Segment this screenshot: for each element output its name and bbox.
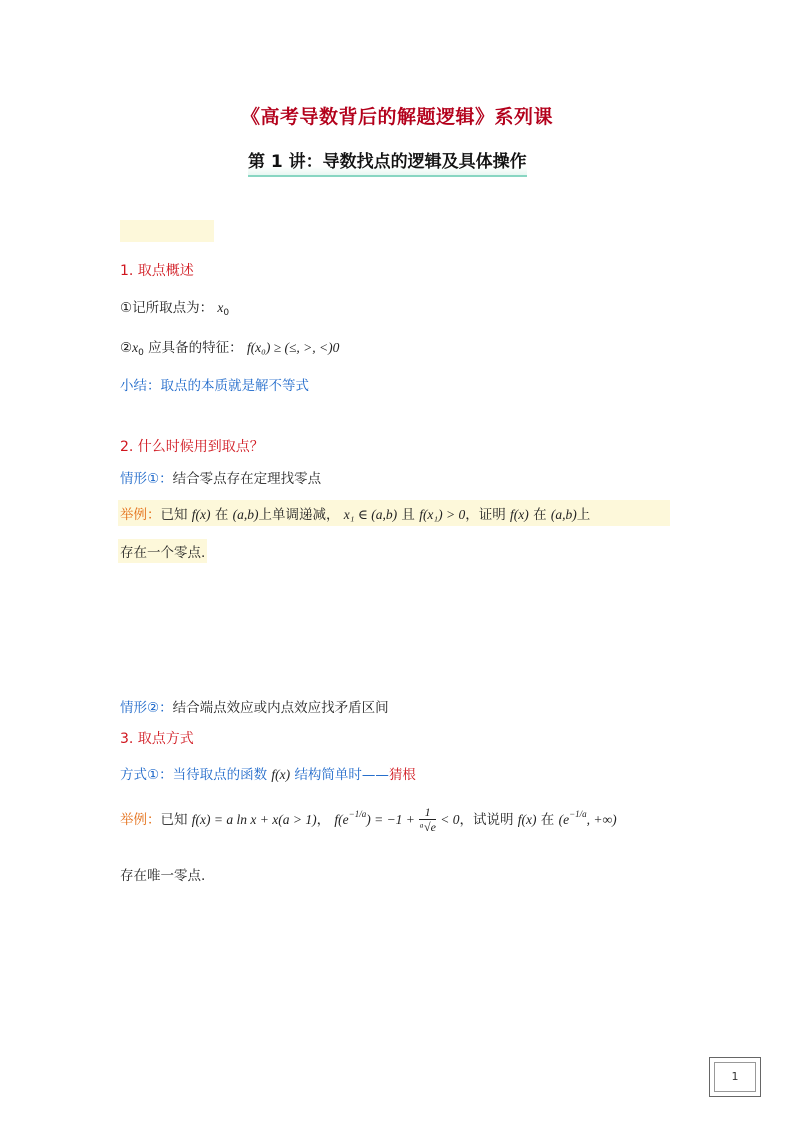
section3-example-line1 [120, 806, 617, 834]
item2-formula: f(x₀) ≥ (≤, >, <)0 [246, 340, 340, 355]
example3-math-4a: (e [558, 812, 570, 827]
item2-sub: 0 [138, 348, 144, 358]
example-math-3: x₁ ∈ (a,b) [343, 507, 398, 522]
example-math-1: f(x) [191, 507, 211, 522]
example-text-7: 上 [576, 507, 591, 523]
highlight-block [120, 220, 214, 242]
section2-case1 [120, 467, 321, 487]
page-number: 1 [714, 1062, 756, 1092]
example3-text-3: ，试说明 [459, 812, 514, 828]
example3-text-1: 已知 [160, 812, 188, 828]
section1-item1 [120, 296, 229, 318]
method1-key: 猜根 [388, 767, 416, 783]
example-text-1: 已知 [160, 507, 188, 523]
section1-heading: 1. 取点概述 [120, 263, 194, 279]
example-math-4: f(x₁) > 0 [419, 507, 466, 522]
case2-label: 情形②： [120, 700, 173, 716]
example-text-4: 且 [401, 507, 415, 523]
example-text-5: ，证明 [465, 507, 506, 523]
section3-heading: 3. 取点方式 [120, 731, 194, 747]
example3-text-4: 在 [540, 812, 555, 828]
section2-heading: 2. 什么时候用到取点？ [120, 439, 264, 455]
example-label: 举例： [120, 507, 161, 523]
example3-text-2: ， [316, 812, 331, 828]
example-math-5: f(x) [510, 507, 529, 522]
item2-prefix: ② [120, 340, 133, 356]
section3-method1 [120, 763, 416, 783]
section1-summary: 小结：取点的本质就是解不等式 [120, 378, 309, 394]
example3-exponent-2: −1/a [569, 809, 587, 819]
example3-math-1: f(x) = a ln x + x(a > 1) [191, 812, 317, 827]
section1-item2 [120, 336, 339, 358]
case1-label: 情形①： [120, 471, 173, 487]
example3-math-2a: f(e [334, 812, 349, 827]
section2-case2 [120, 696, 389, 716]
item1-math: x [217, 300, 224, 315]
example-text-2: 在 [214, 507, 229, 523]
example3-label: 举例： [120, 812, 161, 828]
document-title: 《高考导数背后的解题逻辑》系列课 [240, 106, 553, 128]
example-math-2: (a,b) [232, 507, 259, 522]
item1-sub: 0 [223, 308, 230, 318]
method1-text-b: 结构简单时—— [294, 767, 389, 783]
page-number-frame [709, 1057, 761, 1097]
example-text-6: 在 [533, 507, 547, 523]
method1-text-a: 当待取点的函数 [172, 767, 268, 783]
method1-math: f(x) [271, 767, 291, 782]
example3-math-2c: < 0 [440, 812, 460, 827]
item2-label: 应具备的特征： [148, 340, 243, 356]
section3-example-line2: 存在唯一零点. [120, 868, 206, 884]
example3-fraction [419, 806, 436, 834]
example3-math-3: f(x) [517, 812, 537, 827]
example-math-6: (a,b) [550, 507, 577, 522]
fraction-denominator: ᵃ√e [419, 820, 436, 834]
section2-example-line2: 存在一个零点. [118, 539, 207, 563]
example3-math-4b: , +∞) [586, 812, 617, 827]
example3-exponent-1: −1/a [348, 809, 367, 819]
example3-math-2b: ) = −1 + [366, 812, 415, 827]
item2-math: x [132, 340, 139, 355]
example-text-3: 上单调递减， [258, 507, 340, 523]
method1-label: 方式①： [120, 767, 173, 783]
lecture-subtitle: 第 1 讲：导数找点的逻辑及具体操作 [248, 146, 527, 177]
case2-text: 结合端点效应或内点效应找矛盾区间 [172, 700, 389, 716]
item1-label: ①记所取点为： [120, 300, 214, 316]
section2-example-line1 [118, 500, 670, 526]
fraction-numerator: 1 [419, 806, 436, 820]
case1-text: 结合零点存在定理找零点 [172, 471, 322, 487]
